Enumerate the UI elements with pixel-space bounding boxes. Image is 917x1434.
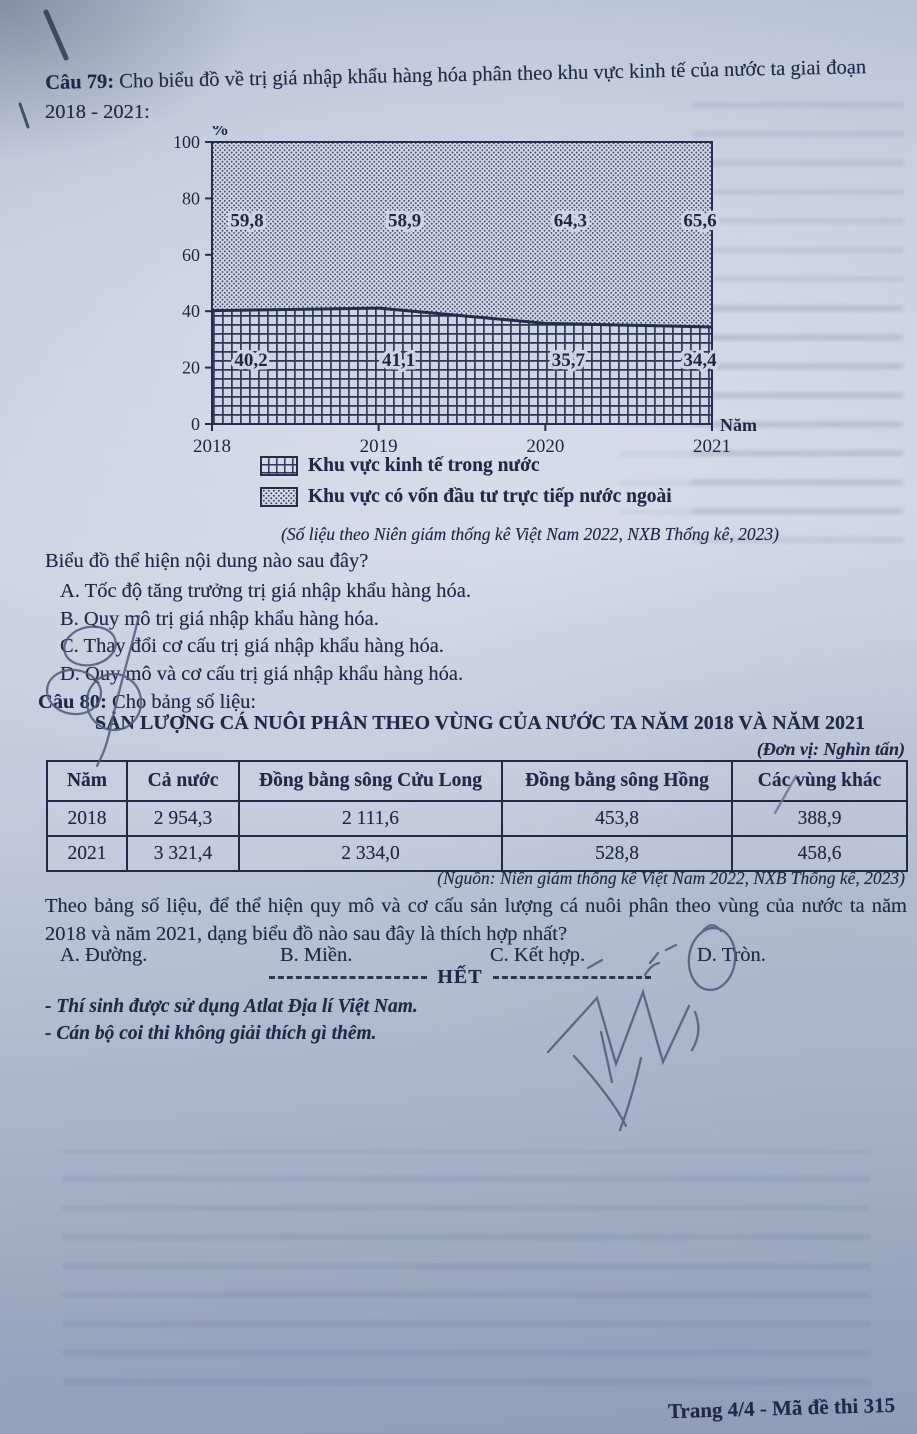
table-header-cell: Năm (47, 761, 127, 801)
legend-label-domestic: Khu vực kinh tế trong nước (308, 455, 540, 476)
data-label-fdi: 65,6 (683, 210, 717, 232)
y-tick-label: 80 (182, 188, 200, 209)
grid-pattern-swatch-icon (260, 456, 298, 476)
legend-label-fdi: Khu vực có vốn đầu tư trực tiếp nước ngoài (308, 486, 672, 507)
q80-source: (Nguồn: Niên giám thống kê Việt Nam 2022, NXB Thống kê, 2023) (437, 868, 905, 888)
divider-dash-left (269, 976, 427, 979)
y-tick-label: 100 (173, 132, 200, 152)
data-label-fdi: 64,3 (553, 210, 587, 232)
q79-option-d: D. Quy mô và cơ cấu trị giá nhập khẩu hàng hóa. (60, 663, 464, 685)
q80-number: Câu 80: (38, 691, 107, 713)
data-label-domestic: 34,4 (683, 350, 717, 372)
table-cell: 528,8 (502, 836, 732, 871)
table-cell: 388,9 (732, 801, 907, 836)
q80-option-a: A. Đường. (60, 944, 148, 966)
chart-legend (260, 452, 672, 511)
y-tick-label: 60 (182, 244, 200, 265)
q79-intro: Cho biểu đồ về trị giá nhập khẩu hàng hóa phân theo khu vực kinh tế của nước ta giai đoạn (119, 56, 867, 93)
data-label-domestic: 40,2 (234, 350, 268, 372)
q79-source: (Số liệu theo Niên giám thống kê Việt Nam 2022, NXB Thống kê, 2023) (281, 524, 779, 544)
table-cell: 2 954,3 (127, 801, 239, 836)
x-axis-unit-label: Năm (720, 415, 757, 435)
note-proctor: - Cán bộ coi thi không giải thích gì thêm. (45, 1023, 377, 1044)
q79-heading-line2: 2018 - 2021: (45, 101, 150, 123)
q80-table-unit: (Đơn vị: Nghìn tấn) (756, 739, 905, 759)
table-header-cell: Các vùng khác (732, 761, 907, 801)
q79-option-c: C. Thay đổi cơ cấu trị giá nhập khẩu hàng hóa. (60, 635, 444, 657)
data-label-domestic: 41,1 (382, 350, 416, 372)
y-tick-label: 20 (182, 357, 200, 378)
table-row (47, 801, 907, 836)
table-cell: 2021 (47, 836, 127, 871)
table-cell: 453,8 (502, 801, 732, 836)
table-cell: 3 321,4 (127, 836, 239, 871)
q80-data-table (46, 760, 908, 872)
q79-area-chart (150, 126, 800, 462)
table-header-row (47, 761, 907, 801)
table-cell: 2018 (47, 801, 127, 836)
q79-heading (45, 54, 895, 97)
legend-row-fdi (260, 483, 672, 511)
table-header-cell: Đồng bằng sông Hồng (502, 761, 732, 801)
x-tick-label: 2018 (193, 436, 231, 457)
data-label-domestic: 35,7 (551, 350, 585, 372)
note-atlat: - Thí sinh được sử dụng Atlat Địa lí Việt Nam. (45, 996, 418, 1017)
bleed-through-bottom (62, 1150, 870, 1400)
q79-question: Biểu đồ thể hiện nội dung nào sau đây? (45, 550, 369, 572)
series-fdi-area (212, 142, 712, 327)
table-header-cell: Cả nước (127, 761, 239, 801)
q79-number: Câu 79: (45, 70, 115, 94)
legend-row-domestic (260, 452, 672, 480)
y-tick-label: 40 (182, 301, 200, 322)
x-tick-label: 2021 (693, 436, 731, 457)
page-footer: Trang 4/4 - Mã đề thi 315 (667, 1392, 896, 1424)
table-cell: 2 334,0 (239, 836, 502, 871)
end-divider (140, 966, 780, 989)
y-axis-unit-label: % (211, 126, 229, 139)
table-cell: 2 111,6 (239, 801, 502, 836)
q80-intro: Cho bảng số liệu: (112, 691, 257, 713)
q80-table-title: SẢN LƯỢNG CÁ NUÔI PHÂN THEO VÙNG CỦA NƯỚC TA NĂM 2018 VÀ NĂM 2021 (94, 712, 866, 734)
q80-option-c: C. Kết hợp. (490, 944, 586, 966)
data-label-fdi: 58,9 (388, 210, 422, 232)
x-tick-label: 2020 (526, 436, 565, 457)
data-label-fdi: 59,8 (230, 210, 264, 232)
table-cell: 458,6 (732, 836, 907, 871)
x-tick-label: 2019 (359, 436, 398, 457)
chart-svg (150, 126, 800, 462)
table-header-cell: Đồng bằng sông Cửu Long (239, 761, 502, 801)
q79-option-b: B. Quy mô trị giá nhập khẩu hàng hóa. (60, 608, 379, 630)
q80-option-d: D. Tròn. (697, 944, 766, 966)
q80-option-b: B. Miền. (280, 944, 353, 966)
y-tick-label: 0 (191, 414, 200, 434)
q79-option-a: A. Tốc độ tăng trưởng trị giá nhập khẩu hàng hóa. (60, 580, 471, 602)
q80-question: Theo bảng số liệu, để thể hiện quy mô và cơ cấu sản lượng cá nuôi phân theo vùng của nước ta năm 2018 và năm 2021, dạng biểu đồ nào sau đây là thích hợp nhất? (45, 895, 907, 945)
end-marker: HẾT (437, 966, 483, 988)
divider-dash-right (493, 976, 651, 979)
dots-pattern-swatch-icon (260, 487, 298, 507)
table-row (47, 836, 907, 871)
